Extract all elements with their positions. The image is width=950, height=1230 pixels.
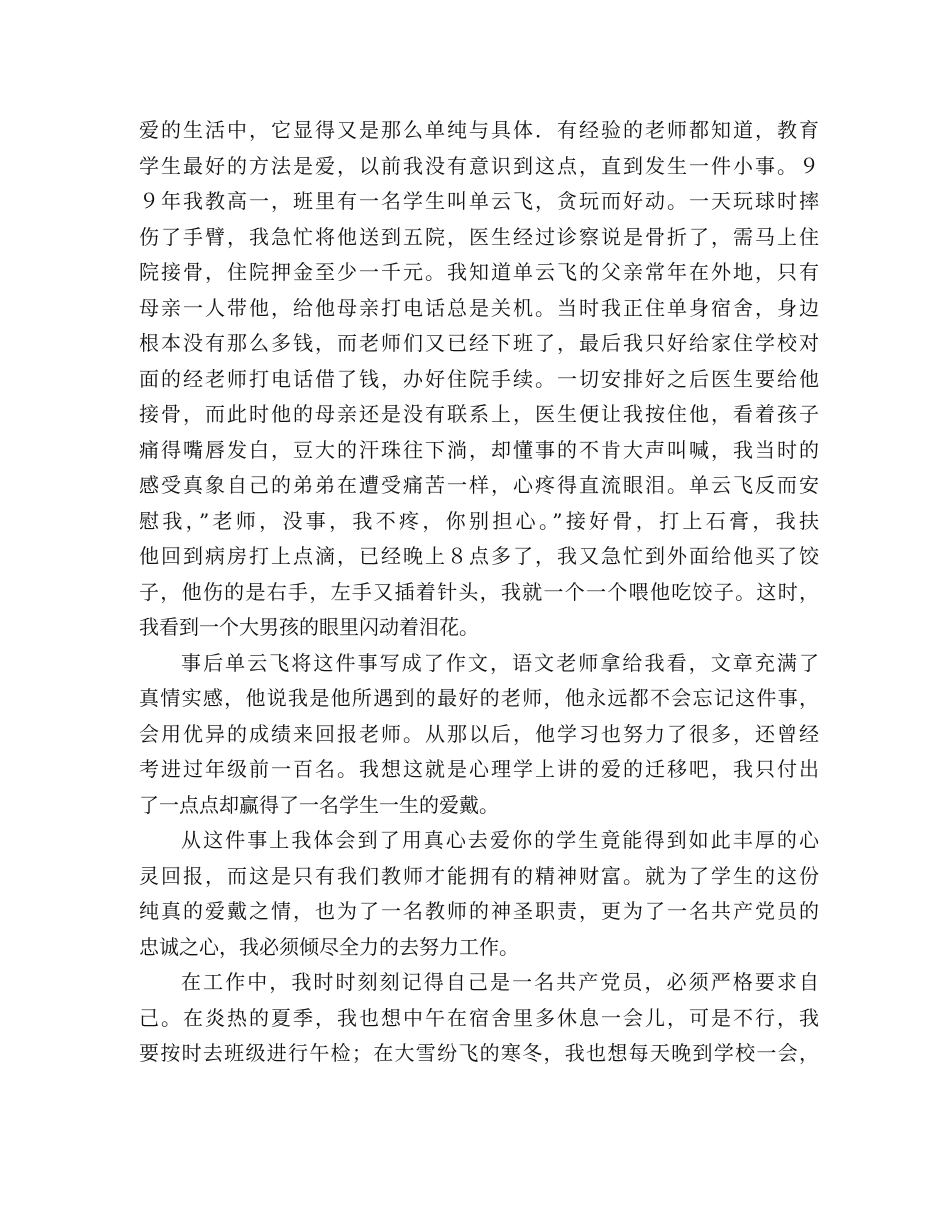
text-line: 子，他伤的是右手，左手又插着针头，我就一个一个喂他吃饺子。这时，: [139, 579, 819, 604]
text-line: 他回到病房打上点滴，已经晚上８点多了，我又急忙到外面给他买了饺: [139, 544, 819, 568]
text-line: 己。在炎热的夏季，我也想中午在宿舍里多休息一会儿，可是不行，我: [139, 1005, 819, 1030]
text-line: 母亲一人带他，给他母亲打电话总是关机。当时我正住单身宿舍，身边: [139, 295, 819, 320]
text-line: 伤了手臂，我急忙将他送到五院，医生经过诊察说是骨折了，需马上住: [139, 224, 819, 249]
text-line: 事后单云飞将这件事写成了作文，语文老师拿给我看，文章充满了: [181, 650, 819, 675]
text-line: 了一点点却赢得了一名学生一生的爱戴。: [139, 792, 499, 817]
text-line: 在工作中，我时时刻刻记得自己是一名共产党员，必须严格要求自: [181, 970, 819, 994]
text-line: 纯真的爱戴之情，也为了一名教师的神圣职责，更为了一名共产党员的: [139, 899, 819, 923]
text-line: 考进过年级前一百名。我想这就是心理学上讲的爱的迁移吧，我只付出: [139, 757, 819, 781]
text-line: 学生最好的方法是爱，以前我没有意识到这点，直到发生一件小事。９: [139, 153, 819, 178]
text-line: 会用优异的成绩来回报老师。从那以后，他学习也努力了很多，还曾经: [139, 721, 819, 746]
text-line: 忠诚之心，我必须倾尽全力的去努力工作。: [139, 934, 519, 959]
text-line: 真情实感，他说我是他所遇到的最好的老师，他永远都不会忘记这件事，: [139, 686, 819, 710]
text-line: 感受真象自己的弟弟在遭受痛苦一样，心疼得直流眼泪。单云飞反而安: [139, 473, 819, 497]
text-line: 慰我，”老师，没事，我不疼，你别担心。”接好骨，打上石膏，我扶: [139, 508, 819, 533]
document-body: [139, 113, 819, 1072]
text-line: 要按时去班级进行午检；在大雪纷飞的寒冬，我也想每天晚到学校一会，: [139, 1041, 819, 1065]
text-line: ９年我教高一，班里有一名学生叫单云飞，贪玩而好动。一天玩球时摔: [139, 189, 819, 213]
text-line: 院接骨，住院押金至少一千元。我知道单云飞的父亲常年在外地，只有: [139, 260, 819, 284]
text-line: 面的经老师打电话借了钱，办好住院手续。一切安排好之后医生要给他: [139, 366, 819, 391]
text-line: 痛得嘴唇发白，豆大的汗珠往下淌，却懂事的不肯大声叫喊，我当时的: [139, 437, 819, 462]
text-line: 根本没有那么多钱，而老师们又已经下班了，最后我只好给家住学校对: [139, 331, 819, 355]
text-line: 接骨，而此时他的母亲还是没有联系上，医生便让我按住他，看着孩子: [139, 402, 819, 426]
text-line: 从这件事上我体会到了用真心去爱你的学生竟能得到如此丰厚的心: [181, 828, 819, 852]
text-line: 灵回报，而这是只有我们教师才能拥有的精神财富。就为了学生的这份: [139, 863, 819, 888]
text-line: 我看到一个大男孩的眼里闪动着泪花。: [139, 615, 479, 639]
text-line: 爱的生活中，它显得又是那么单纯与具体．有经验的老师都知道，教育: [139, 118, 819, 142]
